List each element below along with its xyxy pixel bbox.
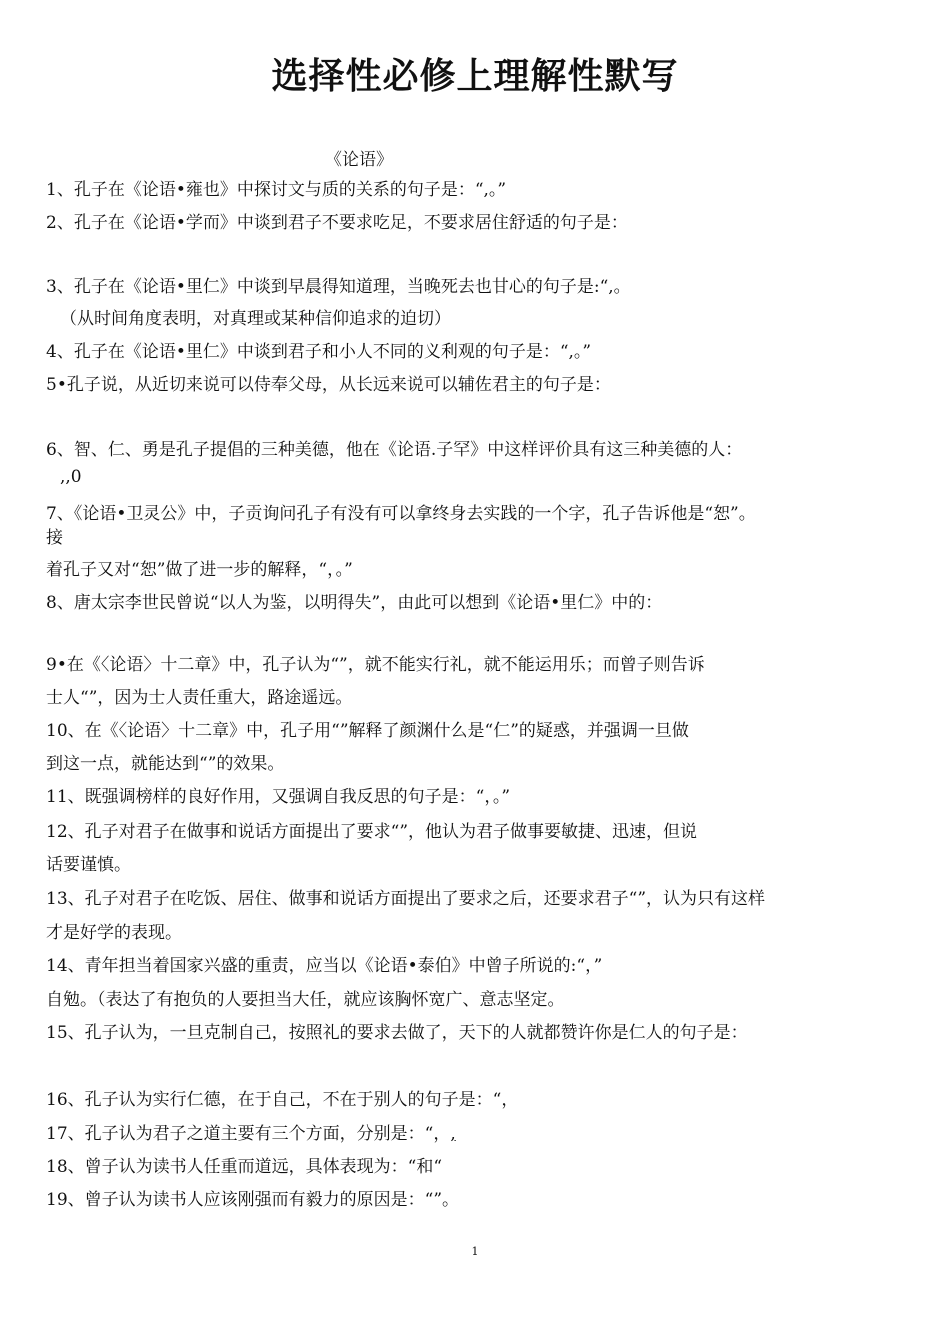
question-line: 到这一点，就能达到“”的效果。 [46, 754, 285, 774]
question-line: 10、在《〈论语〉十二章》中，孔子用“”解释了颜渊什么是“仁”的疑惑，并强调一旦做 [46, 721, 689, 741]
question-line: 5•孔子说，从近切来说可以侍奉父母，从长远来说可以辅佐君主的句子是： [46, 375, 611, 395]
question-line: 8、唐太宗李世民曾说“以人为鉴，以明得失”，由此可以想到《论语•里仁》中的： [46, 593, 663, 613]
question-line: 9•在《〈论语〉十二章》中，孔子认为“”，就不能实行礼，就不能运用乐；而曾子则告诉 [46, 655, 705, 675]
section-heading: 《论语》 [325, 150, 393, 170]
question-line: 着孔子又对“恕”做了进一步的解释，“，。” [46, 560, 353, 580]
question-line: 12、孔子对君子在做事和说话方面提出了要求“”，他认为君子做事要敏捷、迅速，但说 [46, 822, 698, 842]
question-line: 14、青年担当着国家兴盛的重责，应当以《论语•泰伯》中曾子所说的:“，” [46, 956, 603, 976]
question-line: 7、《论语•卫灵公》中，子贡询问孔子有没有可以拿终身去实践的一个字，孔子告诉他是“恕”。 [46, 504, 756, 524]
question-text: 17、孔子认为君子之道主要有三个方面，分别是：“， [46, 1124, 451, 1144]
question-line: 19、曾子认为读书人应该刚强而有毅力的原因是：“”。 [46, 1190, 460, 1210]
question-line: 11、既强调榜样的良好作用，又强调自我反思的句子是：“，。” [46, 787, 511, 807]
question-line: 13、孔子对君子在吃饭、居住、做事和说话方面提出了要求之后，还要求君子“”，认为只有这样 [46, 889, 766, 909]
question-line: 话要谨慎。 [46, 855, 131, 875]
question-line: （从时间角度表明，对真理或某种信仰追求的迫切） [60, 309, 451, 329]
page-number: 1 [471, 1245, 479, 1258]
question-line: 6、智、仁、勇是孔子提倡的三种美德，他在《论语.子罕》中这样评价具有这三种美德的人： [46, 440, 743, 460]
answer-blank: , [450, 1124, 456, 1144]
question-line: 才是好学的表现。 [46, 923, 182, 943]
question-line: 4、孔子在《论语•里仁》中谈到君子和小人不同的义利观的句子是：“,。” [46, 342, 592, 362]
question-line: 1、孔子在《论语•雍也》中探讨文与质的关系的句子是：“,。” [46, 180, 507, 200]
document-title: 选择性必修上理解性默写 [271, 56, 679, 97]
question-line: 自勉。（表达了有抱负的人要担当大任，就应该胸怀宽广、意志坚定。 [46, 990, 565, 1010]
question-line: 士人“”，因为士人责任重大，路途遥远。 [46, 688, 353, 708]
question-line: 18、曾子认为读书人任重而道远，具体表现为：“和“ [46, 1157, 443, 1177]
question-line [46, 1119, 466, 1144]
question-line: 16、孔子认为实行仁德，在于自己，不在于别人的句子是：“， [46, 1090, 519, 1110]
question-line: 接 [46, 528, 63, 548]
question-line: 15、孔子认为，一旦克制自己，按照礼的要求去做了，天下的人就都赞许你是仁人的句子是： [46, 1023, 748, 1043]
question-line: ,,0 [60, 467, 82, 487]
question-line: 3、孔子在《论语•里仁》中谈到早晨得知道理，当晚死去也甘心的句子是:“,。 [46, 277, 631, 297]
question-line: 2、孔子在《论语•学而》中谈到君子不要求吃足，不要求居住舒适的句子是： [46, 213, 628, 233]
